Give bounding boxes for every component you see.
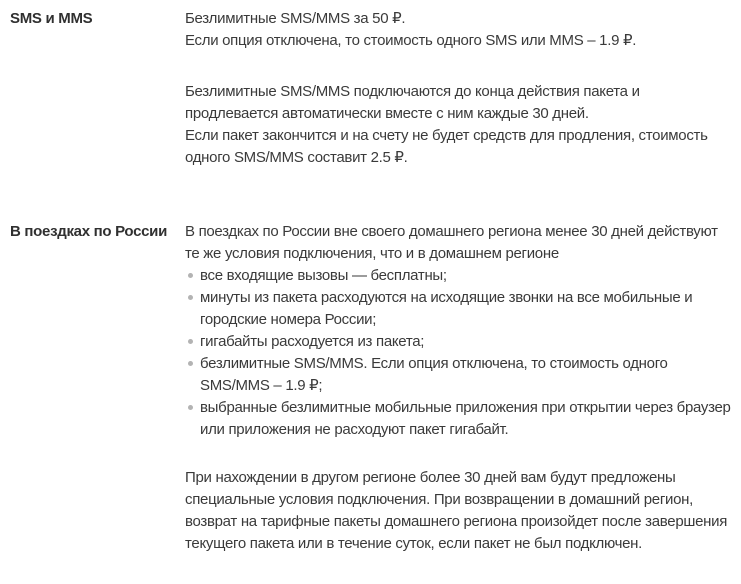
paragraph-line: Если опция отключена, то стоимость одного SMS или MMS – 1.9 ₽. (185, 32, 637, 49)
paragraph-line: В поездках по России вне своего домашнего региона менее 30 дней действуют те же условия подключения, что и в домашнем регионе (185, 223, 718, 262)
bullet-item (185, 397, 731, 441)
bullet-list (185, 265, 731, 441)
paragraph (185, 8, 731, 52)
bullet-dot-icon (188, 361, 193, 366)
section-content (185, 221, 731, 555)
section-label: В поездках по России (10, 223, 168, 240)
paragraph-line: Безлимитные SMS/MMS подключаются до конца действия пакета и продлевается автоматически вместе с ним каждые 30 дней. (185, 83, 640, 122)
section-label: SMS и MMS (10, 10, 93, 27)
paragraph-line: Если пакет закончится и на счету не будет средств для продления, стоимость одного SMS/MMS составит 2.5 ₽. (185, 127, 708, 166)
bullet-item (185, 265, 731, 287)
paragraph-line: Безлимитные SMS/MMS за 50 ₽. (185, 10, 406, 27)
bullet-dot-icon (188, 295, 193, 300)
bullet-item (185, 287, 731, 331)
bullet-dot-icon (188, 339, 193, 344)
bullet-text: минуты из пакета расходуются на исходящие звонки на все мобильные и городские номера России; (200, 289, 693, 328)
bullet-text: безлимитные SMS/MMS. Если опция отключена, то стоимость одного SMS/MMS – 1.9 ₽; (200, 355, 668, 394)
paragraph-line: При нахождении в другом регионе более 30 дней вам будут предложены специальные условия подключения. При возвращении в домашний регион, возврат на тарифные пакеты домашнего региона произойдет после завершения текущего пакета или в течение суток, если пакет не был подключен. (185, 469, 728, 552)
bullet-text: все входящие вызовы — бесплатны; (200, 267, 447, 284)
bullet-text: выбранные безлимитные мобильные приложения при открытии через браузер или приложения не расходуют пакет гигабайт. (200, 399, 731, 438)
bullet-dot-icon (188, 405, 193, 410)
bullet-item (185, 353, 731, 397)
paragraph (185, 221, 731, 265)
bullet-text: гигабайты расходуется из пакета; (200, 333, 425, 350)
paragraph (185, 467, 731, 555)
section-sms-mms (10, 8, 731, 169)
section-content (185, 8, 731, 169)
section-travel-russia (10, 221, 731, 555)
paragraph (185, 81, 731, 169)
bullet-item (185, 331, 731, 353)
bullet-dot-icon (188, 273, 193, 278)
